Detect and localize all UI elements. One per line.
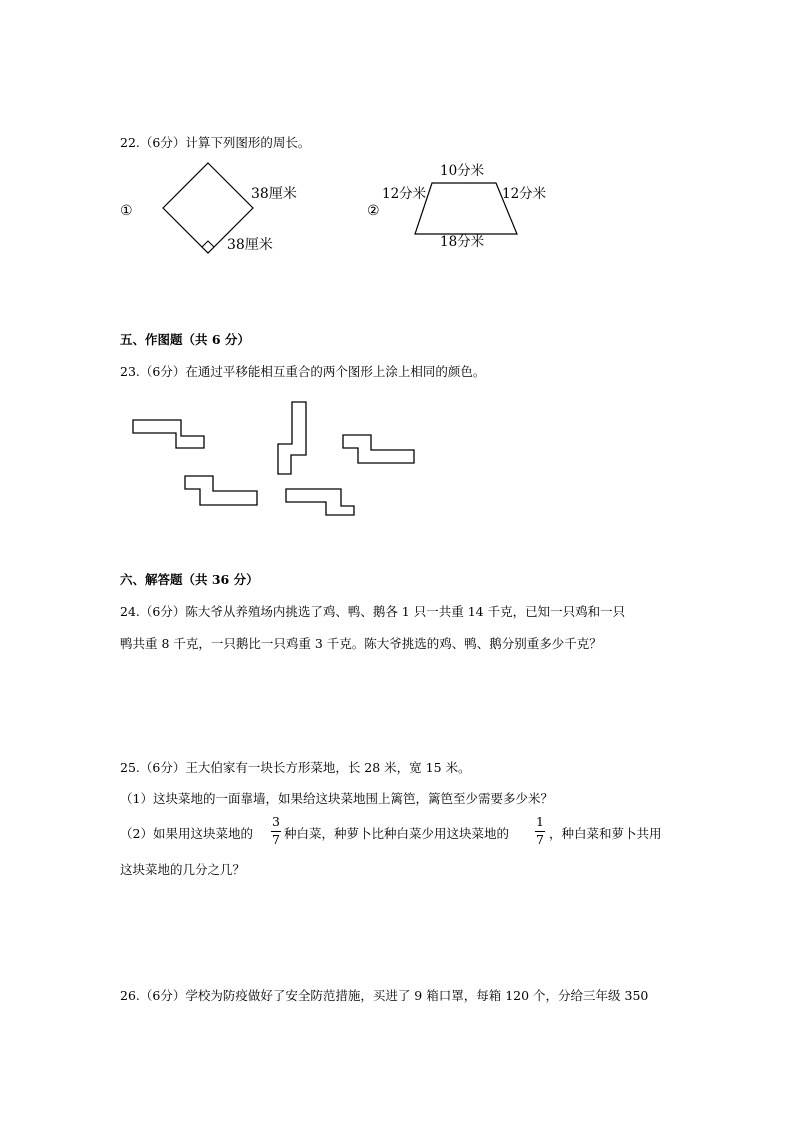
square-side-label-2: 38厘米	[227, 237, 273, 253]
translation-shape-d	[185, 476, 257, 505]
figure1-marker: ①	[120, 203, 133, 219]
trapezoid-right-label: 12分米	[502, 186, 547, 202]
trapezoid-top-label: 10分米	[440, 163, 485, 179]
trapezoid-left-label: 12分米	[382, 186, 427, 202]
q23-text: 23.（6分）在通过平移能相互重合的两个图形上涂上相同的颜色。	[120, 364, 486, 379]
fraction-one-seventh	[534, 816, 546, 846]
q25-sub2-line2: 这块菜地的几分之几？	[120, 862, 246, 877]
q25-line1: 25.（6分）王大伯家有一块长方形菜地，长 28 米，宽 15 米。	[120, 760, 471, 775]
square-side-label-1: 38厘米	[251, 186, 297, 202]
q25-sub1: （1）这块菜地的一面靠墙，如果给这块菜地围上篱笆，篱笆至少需要多少米？	[120, 791, 553, 806]
translation-shape-e	[286, 489, 354, 515]
right-angle-marker	[202, 241, 214, 247]
q25-sub2-part-c: ，种白菜和萝卜共用	[549, 826, 662, 841]
trapezoid-bottom-label: 18分米	[440, 234, 485, 250]
q25-sub2-part-b: 种白菜，种萝卜比种白菜少用这块菜地的	[284, 826, 510, 841]
q22-text: 22.（6分）计算下列图形的周长。	[120, 135, 311, 150]
fraction2-denominator: 7	[536, 831, 544, 847]
fraction-three-sevenths	[270, 816, 282, 846]
section6-heading: 六、解答题（共 36 分）	[120, 572, 259, 587]
fraction1-numerator: 3	[272, 814, 280, 829]
fraction1-denominator: 7	[272, 831, 280, 847]
q24-line1: 24.（6分）陈大爷从养殖场内挑选了鸡、鸭、鹅各 1 只一共重 14 千克，已知一只鸡和一只	[120, 604, 626, 619]
q24-line2: 鸭共重 8 千克，一只鹅比一只鸡重 3 千克。陈大爷挑选的鸡、鸭、鹅分别重多少千克？	[120, 636, 602, 651]
q26-line1: 26.（6分）学校为防疫做好了安全防范措施，买进了 9 箱口罩，每箱 120 个，分给三年级 350	[120, 988, 649, 1003]
translation-shape-c	[343, 435, 414, 463]
translation-shape-a	[133, 420, 204, 448]
section5-heading: 五、作图题（共 6 分）	[120, 332, 250, 347]
translation-shape-b	[278, 402, 306, 474]
q25-sub2-part-a: （2）如果用这块菜地的	[120, 826, 253, 841]
fraction2-numerator: 1	[536, 814, 544, 829]
figure2-marker: ②	[367, 203, 380, 219]
